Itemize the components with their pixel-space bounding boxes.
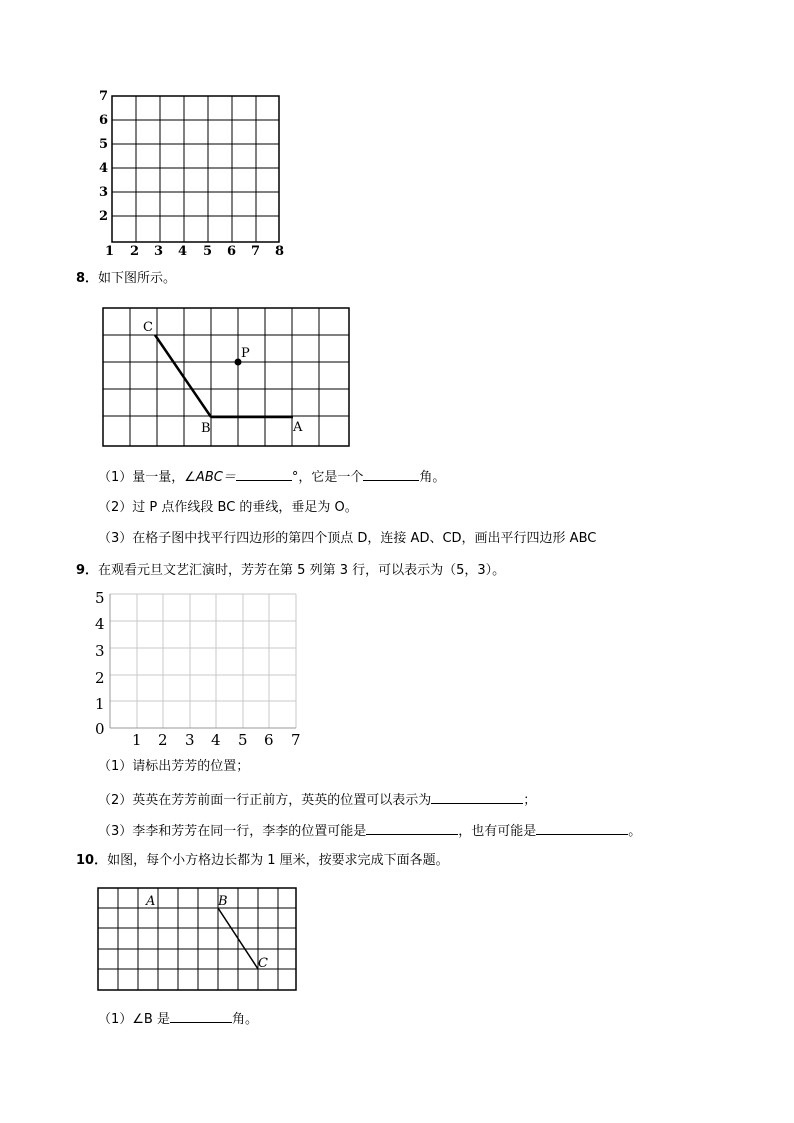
answer-blank[interactable] xyxy=(363,467,419,481)
q9-sub1: （1）请标出芳芳的位置； xyxy=(98,759,250,774)
y-tick-label: 7 xyxy=(99,89,109,104)
q8-grid-figure xyxy=(100,305,352,450)
segment-cb xyxy=(155,335,211,417)
y-tick-label: 3 xyxy=(95,642,105,660)
q10-sub1 xyxy=(98,1009,258,1029)
x-tick-label: 2 xyxy=(130,244,140,259)
x-tick-label: 6 xyxy=(227,244,237,259)
seat-coordinate-grid xyxy=(90,588,305,750)
sub-text: 角。 xyxy=(231,1012,258,1027)
y-tick-label: 1 xyxy=(95,695,105,713)
y-tick-label: 3 xyxy=(99,185,109,200)
y-tick-label: 2 xyxy=(99,209,109,224)
sub-text: （2）英英在芳芳前面一行正前方，英英的位置可以表示为 xyxy=(98,793,432,808)
question-number: 10． xyxy=(76,853,108,868)
answer-blank[interactable] xyxy=(366,821,458,835)
x-tick-label: 6 xyxy=(264,731,274,749)
answer-blank[interactable] xyxy=(236,467,292,481)
x-tick-label: 7 xyxy=(251,244,261,259)
question-number: 9． xyxy=(76,563,99,578)
q8-sub2: （2）过 P 点作线段 BC 的垂线，垂足为 O。 xyxy=(98,500,358,515)
question-10 xyxy=(76,852,449,870)
x-tick-label: 4 xyxy=(211,731,221,749)
sub-text: 。 xyxy=(628,824,642,839)
question-text: 如图，每个小方格边长都为 1 厘米，按要求完成下面各题。 xyxy=(107,853,449,868)
x-tick-label: 5 xyxy=(203,244,213,259)
question-text: 在观看元旦文艺汇演时，芳芳在第 5 列第 3 行，可以表示为（5，3）。 xyxy=(98,563,506,578)
y-tick-label: 4 xyxy=(99,161,109,176)
sub-text: （1）∠B 是 xyxy=(98,1012,170,1027)
question-text: 如下图所示。 xyxy=(98,271,177,286)
answer-blank[interactable] xyxy=(170,1009,232,1023)
q8-sub3: （3）在格子图中找平行四边形的第四个顶点 D，连接 AD、CD，画出平行四边形 ABC xyxy=(98,531,597,546)
point-label-a: A xyxy=(146,894,156,909)
point-label-a: A xyxy=(293,420,303,435)
answer-blank[interactable] xyxy=(536,821,628,835)
sub-text: °，它是一个 xyxy=(291,470,364,485)
q9-sub3 xyxy=(98,821,641,841)
q8-sub1 xyxy=(98,467,445,487)
sub-text: ，也有可能是 xyxy=(458,824,537,839)
y-tick-label: 2 xyxy=(95,669,105,687)
y-tick-label: 5 xyxy=(95,589,105,607)
point-label-b: B xyxy=(201,421,211,436)
sub-text: 角。 xyxy=(419,470,446,485)
q10-grid-figure xyxy=(96,886,300,993)
y-tick-label: 0 xyxy=(95,720,105,738)
sub-text: （3）李李和芳芳在同一行，李李的位置可能是 xyxy=(98,824,367,839)
angle-expression: ∠ABC＝ xyxy=(184,470,236,485)
point-label-b: B xyxy=(218,894,228,909)
q9-sub2 xyxy=(98,790,536,810)
y-tick-label: 6 xyxy=(99,113,109,128)
x-tick-label: 4 xyxy=(178,244,188,259)
coordinate-grid-1 xyxy=(95,85,290,260)
y-tick-label: 4 xyxy=(95,615,105,633)
x-tick-label: 3 xyxy=(154,244,164,259)
question-number: 8． xyxy=(76,271,99,286)
question-8 xyxy=(76,270,176,288)
x-tick-label: 3 xyxy=(185,731,195,749)
x-tick-label: 8 xyxy=(275,244,285,259)
x-tick-label: 2 xyxy=(158,731,168,749)
x-tick-label: 5 xyxy=(238,731,248,749)
sub-text: ； xyxy=(523,793,537,808)
point-label-c: C xyxy=(143,320,153,335)
question-9 xyxy=(76,562,505,580)
x-tick-label: 1 xyxy=(105,244,115,259)
answer-blank[interactable] xyxy=(431,790,523,804)
point-label-c: C xyxy=(258,956,268,971)
y-tick-label: 5 xyxy=(99,137,109,152)
sub-text: （1）量一量， xyxy=(98,470,185,485)
point-label-p: P xyxy=(241,346,250,361)
x-tick-label: 7 xyxy=(291,731,301,749)
x-tick-label: 1 xyxy=(132,731,142,749)
